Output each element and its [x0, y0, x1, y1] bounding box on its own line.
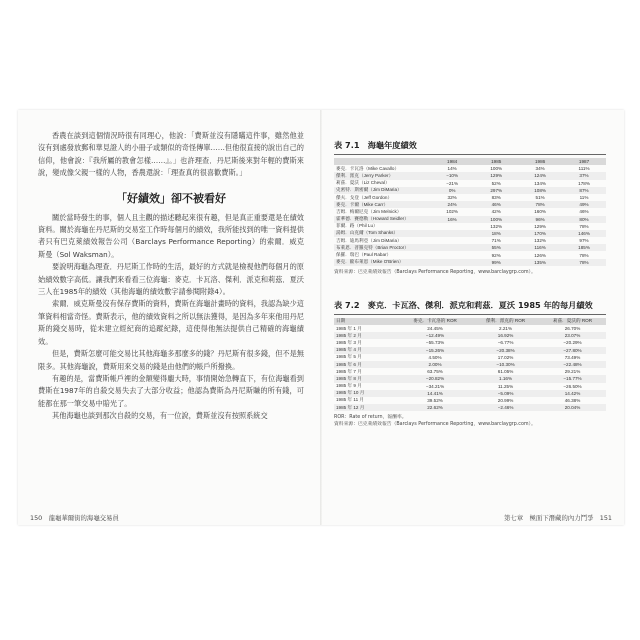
row-label-cell: 傑利．派克（Jerry Parker） — [334, 172, 430, 179]
value-cell: 71% — [491, 238, 501, 244]
row-label-cell: 湯姆．山克爾（Tom Shanks） — [334, 230, 430, 237]
table-header-cell: 麥克．卡瓦洛的 ROR — [398, 318, 472, 325]
value-cell — [430, 244, 474, 251]
value-cell: 52% — [491, 180, 501, 186]
table-row — [334, 216, 606, 223]
table-header-cell: 1987 — [562, 158, 606, 165]
table-row — [334, 187, 606, 194]
value-cell: 34% — [535, 166, 545, 172]
table-header-cell — [334, 158, 430, 165]
value-cell: 100% — [474, 216, 518, 223]
value-cell: −26.50% — [563, 383, 582, 389]
section-heading: 「好績效」卻不被看好 — [116, 191, 226, 205]
value-cell: 18% — [474, 230, 518, 237]
table-row — [334, 325, 606, 332]
value-cell: 26.70% — [564, 326, 581, 332]
value-cell: −22.48% — [539, 361, 606, 368]
table-row — [334, 390, 606, 397]
table-row — [334, 180, 606, 187]
row-label-cell: 莉茲．夏沃（Liz Cheval） — [336, 180, 390, 186]
value-cell: 16.92% — [472, 332, 539, 339]
value-cell: −2.46% — [472, 404, 539, 411]
value-cell: 80% — [562, 216, 606, 223]
row-label-cell: 1985 年 2 月 — [334, 332, 398, 339]
row-label-cell: 1985 年 5 月 — [336, 354, 362, 360]
value-cell: −15.26% — [398, 347, 472, 354]
value-cell — [430, 230, 474, 237]
table-row — [334, 237, 606, 244]
value-cell — [430, 237, 474, 244]
value-cell: −20.38% — [472, 347, 539, 354]
table-header-cell: 莉茲．夏沃的 ROR — [539, 318, 606, 325]
table-title: 表 7.2 麥克．卡瓦洛、傑利．派克和莉茲．夏沃 1985 年的每月績效 — [334, 300, 606, 315]
page-folio-left: 150 龍龜華爾街的海龜交易員 — [30, 514, 119, 522]
value-cell: 63.75% — [427, 369, 443, 375]
value-cell: −15.77% — [539, 375, 606, 382]
table-row — [334, 375, 606, 382]
value-cell: 78% — [562, 259, 606, 266]
row-label-cell: 菲爾．路（Phil Lu） — [336, 223, 378, 229]
value-cell: 37% — [562, 172, 606, 179]
value-cell: −10.30% — [472, 361, 539, 368]
value-cell: −20.29% — [563, 340, 582, 346]
value-cell: −34.21% — [425, 383, 445, 389]
row-label-cell: 吉姆．梅爾尼克（Jim Melnick） — [336, 208, 402, 214]
value-cell: 24% — [430, 201, 474, 208]
value-cell: −21% — [446, 180, 459, 186]
value-cell: 14.41% — [398, 390, 472, 397]
value-cell: 178% — [578, 180, 590, 186]
table-header-cell: 日期 — [334, 318, 398, 325]
value-cell: 11% — [579, 195, 589, 201]
value-cell: 96% — [518, 216, 562, 223]
row-label-cell: 1985 年 1 月 — [336, 325, 362, 331]
table-header-cell: 傑利．派克的 ROR — [472, 318, 539, 325]
value-cell: 297% — [474, 187, 518, 194]
value-cell: 83% — [491, 195, 501, 201]
row-label-cell: 1985 年 9 月 — [336, 383, 362, 389]
row-label-cell: 1985 年 3 月 — [336, 339, 362, 345]
table-source: 資料來源：巴克萊績效報告（Barclays Performance Reporting，www.barclaygrp.com）。 — [334, 269, 536, 275]
table-row — [334, 368, 606, 375]
table-title: 表 7.1 海龜年度績效 — [334, 140, 606, 155]
paragraph: 有趣的是，當費斯帳戶裡的金額變得龐大時，事情開始急轉直下，有位海龜看到費斯在1987年的自殺交易失去了大部分收益；他認為費斯為丹尼斯賺的所有錢，可能都在那一筆交易中賠光了。 — [38, 373, 304, 408]
paragraph: 索爾．威克斯曼沒有保存費斯的資料，費斯在海龜計畫時的資料，我認為缺少這筆資料相當奇怪。費斯表示，他的績效資料之所以無法獲得，是因為多年來他用丹尼斯的錢交易時，從未建立經紀商的追蹤紀錄，這使得他無法提供自己精確的海龜績效。 — [38, 299, 304, 346]
value-cell: 78% — [518, 201, 562, 208]
table-row — [334, 397, 606, 404]
value-cell: 14.42% — [539, 390, 606, 397]
paragraph: 但是，費斯怎麼可能交易比其他海龜多那麼多的錢？丹尼斯有很多錢，但不是無限多。其他海龜說，費斯用來交易的錢是由他們的帳戶所撥換。 — [38, 349, 304, 371]
value-cell: 24.45% — [427, 326, 443, 332]
value-cell: 132% — [490, 223, 503, 229]
value-cell: 46% — [474, 201, 518, 208]
row-label-cell: 1985 年 10 月 — [334, 390, 398, 397]
table-source: 資料來源：巴克萊績效報告（Barclays Performance Reporting，www.barclaygrp.com）。 — [334, 422, 536, 428]
value-cell: 97% — [579, 238, 589, 244]
table-row — [334, 361, 606, 368]
value-cell: 29.21% — [564, 369, 581, 375]
table-row — [334, 383, 606, 390]
value-cell: −10% — [430, 172, 474, 179]
value-cell: 0% — [430, 187, 474, 194]
table-row — [334, 332, 606, 339]
value-cell: 102% — [446, 209, 459, 215]
value-cell: 124% — [518, 172, 562, 179]
table-header-cell: 1984 — [430, 158, 474, 165]
value-cell: 99% — [474, 259, 518, 266]
left-page-body — [38, 130, 304, 423]
right-page-body — [334, 140, 606, 428]
table-row — [334, 194, 606, 201]
table-row — [334, 404, 606, 411]
table-row — [334, 165, 606, 172]
value-cell: 185% — [562, 244, 606, 251]
table-row — [334, 230, 606, 237]
paragraph: 關於當時發生的事，個人且主觀的描述聽起來很有趣，但是真正重要還是在績效資料。關於海龜在丹尼斯的交易室工作時每個月的績效，我所能找到的唯一資料提供者只有巴克萊績效報告公司（Barclays Performance Reporting）的索爾．威克斯曼（Sol Waksman）。 — [38, 212, 304, 259]
row-label-cell: 麥克．歐布萊恩（Mike O'Brien） — [334, 259, 430, 266]
page-folio-right: 第七章 極面下潛藏的內力鬥爭 151 — [503, 514, 612, 522]
value-cell: 146% — [562, 230, 606, 237]
table-note: ROR：Rate of return，報酬率。 — [334, 415, 407, 421]
row-label-cell: 1985 年 8 月 — [334, 375, 398, 382]
value-cell: −5.09% — [472, 390, 539, 397]
value-cell: 87% — [562, 187, 606, 194]
row-label-cell: 布萊恩．普羅克特（Brian Proctor） — [334, 244, 430, 251]
value-cell: 78% — [579, 252, 589, 258]
row-label-cell: 1985 年 6 月 — [334, 361, 398, 368]
value-cell: 4.50% — [428, 354, 442, 360]
table-header-cell: 1985 — [474, 158, 518, 165]
value-cell: 129% — [534, 223, 546, 229]
table-header-cell: 1986 — [518, 158, 562, 165]
value-cell: 23.07% — [539, 332, 606, 339]
value-cell: 22.62% — [398, 404, 472, 411]
paragraph: 要說明海龜為理查．丹尼斯工作時的生活，最好的方式就是檢視他們每個月的原始績效數字高低。讓我們來看看三位海龜：麥克．卡瓦洛、傑利．派克和莉茲．夏沃三人在1985年的績效（其他海龜的績效數字請參閱附錄4）。 — [38, 262, 304, 297]
row-label-cell: 麥克．卡瓦洛（Mike Cavallo） — [336, 165, 400, 171]
value-cell: −20.82% — [398, 375, 472, 382]
table-row — [334, 223, 606, 230]
value-cell: 16% — [430, 216, 474, 223]
value-cell: −27.80% — [539, 347, 606, 354]
row-label-cell: 傑夫．戈登（Jeff Gordon） — [336, 194, 393, 200]
row-label-cell: 吉姆．迪馬利亞（Jim DiMaria） — [336, 237, 402, 243]
value-cell: 100% — [490, 166, 503, 172]
value-cell: 160% — [534, 209, 546, 215]
row-label-cell: 1985 年 7 月 — [336, 368, 362, 374]
table-row — [334, 244, 606, 251]
table-row — [334, 354, 606, 361]
row-label-cell: 麥克．卡爾（Mike Carr） — [334, 201, 430, 208]
value-cell: 20.99% — [497, 397, 514, 403]
value-cell: 2.00% — [398, 361, 472, 368]
row-label-cell: 1985 年 11 月 — [336, 397, 365, 403]
value-cell: 39.52% — [427, 397, 443, 403]
value-cell — [430, 251, 474, 258]
paragraph: 香農在談到這個情況時很有同理心，他說：「費斯並沒有隱瞞這件事，雖然他並沒有到處發放郵和華見證人的小冊子或類似的奇怪傳單……但他很直接的說出自己的信仰，他會說：『我所屬的教會怎樣……』。」也許理查．丹尼斯後來對年輕的費斯來說，變成像父親一樣的人物，香農還說：「理查真的很喜歡費斯。」 — [38, 131, 304, 178]
value-cell: 2.21% — [499, 326, 513, 332]
value-cell: 129% — [474, 172, 518, 179]
table-row — [334, 251, 606, 258]
row-label-cell: 霍華德．賽德勒（Howard Seidler） — [334, 216, 430, 223]
row-label-cell: 史密特．斯密爾（Jim DiMaria） — [334, 187, 430, 194]
value-cell: 42% — [491, 209, 501, 215]
value-cell: 46.38% — [564, 397, 581, 403]
row-label-cell: 1985 年 12 月 — [334, 404, 398, 411]
value-cell: 55% — [474, 244, 518, 251]
value-cell: 126% — [534, 252, 546, 258]
value-cell: 111% — [578, 166, 590, 172]
table-row — [334, 172, 606, 179]
book-gutter — [320, 110, 322, 525]
value-cell: 1.16% — [472, 375, 539, 382]
row-label-cell: 保羅．瑞巴（Paul Rabar） — [336, 252, 392, 258]
value-cell — [430, 223, 474, 230]
value-cell: 170% — [518, 230, 562, 237]
value-cell: 11.25% — [497, 383, 514, 389]
table-row — [334, 208, 606, 215]
value-cell: 116% — [518, 244, 562, 251]
value-cell: −55.73% — [425, 340, 445, 346]
annual-performance-table — [334, 158, 606, 266]
value-cell: 132% — [534, 238, 546, 244]
value-cell: −6.77% — [497, 340, 514, 346]
value-cell — [430, 259, 474, 266]
value-cell: 49% — [562, 201, 606, 208]
table-row — [334, 201, 606, 208]
value-cell: 78% — [579, 223, 589, 229]
value-cell: 134% — [534, 180, 546, 186]
table-row — [334, 347, 606, 354]
value-cell: 61.05% — [497, 369, 514, 375]
value-cell: 17.02% — [497, 354, 514, 360]
value-cell: 135% — [518, 259, 562, 266]
value-cell: 14% — [447, 166, 457, 172]
row-label-cell: 1985 年 4 月 — [334, 347, 398, 354]
value-cell: 32% — [447, 195, 457, 201]
monthly-performance-table — [334, 318, 606, 411]
value-cell: 108% — [518, 187, 562, 194]
value-cell: 46% — [579, 209, 589, 215]
table-row — [334, 339, 606, 346]
value-cell: 51% — [535, 195, 545, 201]
value-cell: 92% — [491, 252, 501, 258]
paragraph: 其他海龜也談到那次自殺的交易，有一位說，費斯並沒有按照系統交 — [52, 411, 268, 421]
table-row — [334, 259, 606, 266]
value-cell: 73.49% — [564, 354, 581, 360]
value-cell: −12.49% — [398, 332, 472, 339]
value-cell: 20.04% — [539, 404, 606, 411]
